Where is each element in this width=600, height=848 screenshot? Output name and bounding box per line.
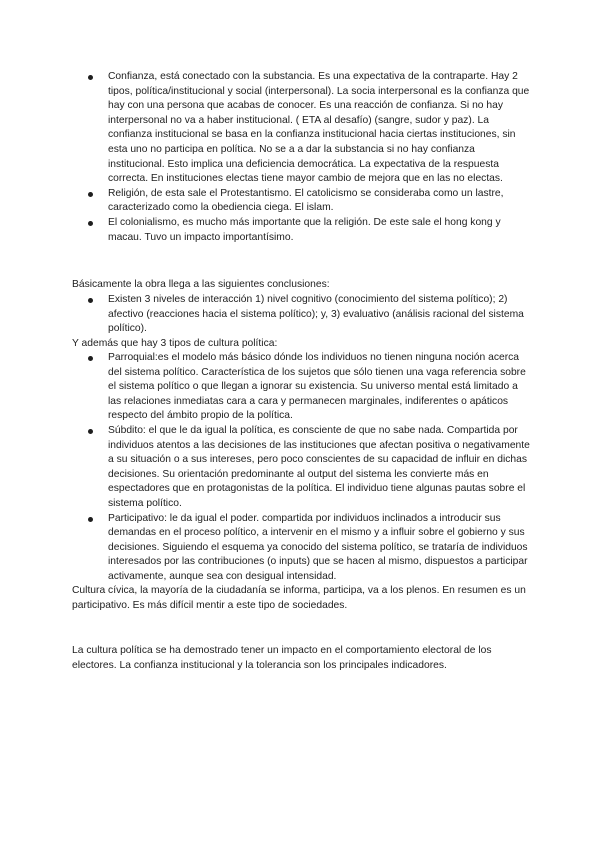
list-item-text: Participativo: le da igual el poder. compartida por individuos inclinados a introducir sus demandas en el proceso político, a intervenir en el mismo y a influir sobre el gobierno y sus decisiones. Siguiendo el esquema ya conocido del sistema político, se trataría de individuos interesados por las contribuciones (o inputs) que se hacen al mismo, dispuestos a participar activamente, aunque sea con desigual intensidad. <box>108 512 528 582</box>
list-item-text: Existen 3 niveles de interacción 1) nivel cognitivo (conocimiento del sistema político); 2) afectivo (reacciones hacia el sistema político); y, 3) evaluativo (análisis racional del sistema político). <box>108 294 524 335</box>
bullet-icon <box>88 356 93 361</box>
list-item-participativo <box>88 512 530 585</box>
conclusions-list <box>88 293 530 337</box>
list-item-text: Parroquial:es el modelo más básico dónde los individuos no tienen ninguna noción acerca del sistema político. Característica de los sujetos que sólo tienen una vaga referencia sobre el sistema político o que llegan a ignorar su existencia. Su universo mental está limitado a las relaciones inmediatas cara a cara y permanecen marginales, indiferentes o apáticos respecto del ámbito propio de la política. <box>108 352 526 422</box>
list-item-religion <box>88 187 530 216</box>
bullet-icon <box>88 517 93 522</box>
bullet-icon <box>88 75 93 80</box>
factors-list <box>88 70 530 245</box>
bullet-icon <box>88 221 93 226</box>
culture-types-list <box>88 351 530 585</box>
civic-culture-paragraph: Cultura cívica, la mayoría de la ciudadanía se informa, participa, va a los plenos. En resumen es un participativo. Es más difícil mentir a este tipo de sociedades. <box>72 585 526 611</box>
list-item-parroquial <box>88 351 530 424</box>
list-item-text: Religión, de esta sale el Protestantismo. El catolicismo se consideraba como un lastre, caracterizado como la obediencia ciega. El islam. <box>108 187 504 214</box>
list-item-colonialismo <box>88 216 530 245</box>
list-item-text: Súbdito: el que le da igual la política, es consciente de que no sabe nada. Compartida por individuos atentos a las decisiones de las instituciones que afectan positiva o negativamente a su situación o a sus intereses, pero poco conscientes de su capacidad de influir en dichas decisiones. Su orientación predominante al output del sistema les convierte más en espectadores que en protagonistas de la política. El individuo tiene algunas pautas sobre el sistema político. <box>108 424 530 509</box>
bullet-icon <box>88 298 93 303</box>
list-item-text: El colonialismo, es mucho más importante que la religión. De este sale el hong kong y macau. Tuvo un impacto importantísimo. <box>108 216 501 243</box>
list-item-subdito <box>88 424 530 512</box>
political-culture-paragraph: La cultura política se ha demostrado tener un impacto en el comportamiento electoral de los electores. La confianza institucional y la tolerancia son los principales indicadores. <box>72 645 492 671</box>
conclusions-intro: Básicamente la obra llega a las siguientes conclusiones: <box>72 279 330 290</box>
list-item-niveles <box>88 293 530 337</box>
culture-types-intro: Y además que hay 3 tipos de cultura política: <box>72 338 278 349</box>
bullet-icon <box>88 429 93 434</box>
list-item-confianza <box>88 70 530 187</box>
list-item-text: Confianza, está conectado con la substancia. Es una expectativa de la contraparte. Hay 2 tipos, política/institucional y social (interpersonal). La socia interpersonal es la confianza que hay con una persona que acabas de conocer. Es una reacción de confianza. Si no hay interpersonal no va a haber institucional. ( ETA al desafío) (sangre, sudor y paz). La confianza institucional se basa en la confianza institucional hacia ciertas instituciones, sin esta uno no participa en política. No se a a dar la substancia si no hay confianza institucional. Esto implica una deficiencia democrática. La expectativa de la respuesta correcta. En instituciones electas tiene mayor cambio de mejora que en las no electas. <box>108 71 530 185</box>
bullet-icon <box>88 192 93 197</box>
